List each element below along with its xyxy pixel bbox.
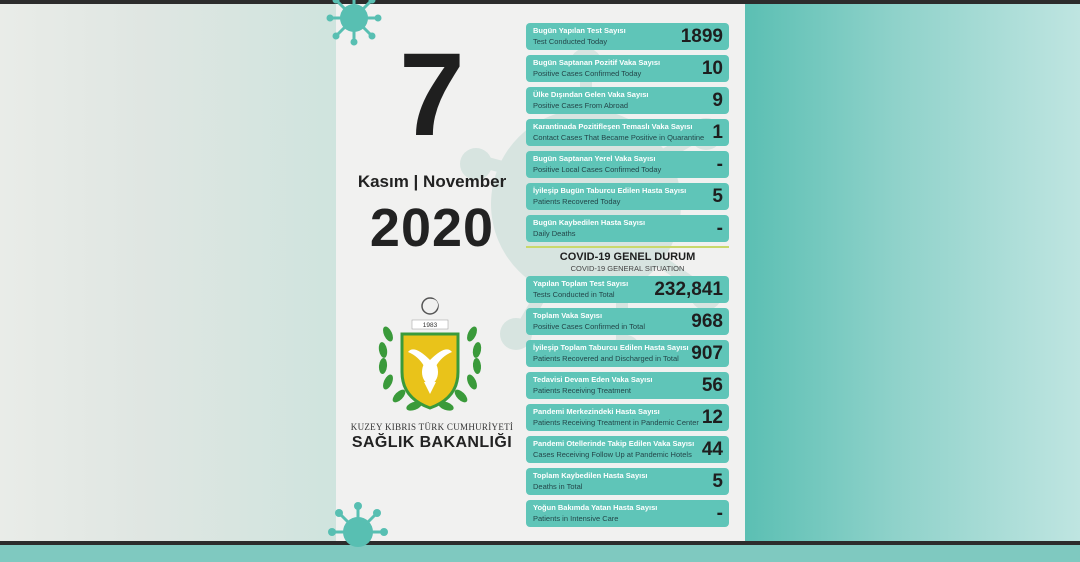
stat-cases-from-abroad (526, 87, 729, 114)
stat-value: 1 (712, 122, 723, 143)
report-year: 2020 (369, 198, 495, 258)
report-month: Kasım | November (357, 172, 507, 191)
general-status-title: COVID-19 GENEL DURUM (559, 251, 696, 263)
stat-deaths-today (526, 215, 729, 242)
stat-value: - (716, 154, 723, 175)
background-left (0, 0, 336, 545)
stat-positive-today (526, 55, 729, 82)
general-status-subtitle: COVID-19 GENERAL SITUATION (570, 264, 685, 273)
stat-value: 232,841 (654, 279, 723, 300)
stat-label-en: Tests Conducted in Total (533, 290, 615, 299)
stat-pandemic-center (526, 404, 729, 431)
stat-label-tr: Bugün Yapılan Test Sayısı (533, 26, 626, 35)
stat-value: 10 (701, 58, 723, 79)
stat-recovered-today (526, 183, 729, 210)
stat-value: 968 (691, 311, 723, 332)
stat-recovered-total (526, 340, 729, 367)
ministry-country: KUZEY KIBRIS TÜRK CUMHURİYETİ (350, 422, 514, 432)
stat-value: 5 (712, 186, 723, 207)
stat-value: 907 (691, 343, 723, 364)
stat-local-cases-today (526, 151, 729, 178)
stat-intensive-care (526, 500, 729, 527)
stat-value: - (716, 503, 723, 524)
stat-label-en: Patients Receiving Treatment in Pandemic Center (533, 418, 699, 427)
stat-value: - (716, 218, 723, 239)
stat-label-en: Daily Deaths (533, 229, 576, 238)
stat-label-en: Patients Receiving Treatment (533, 386, 631, 395)
stat-label-en: Deaths in Total (533, 482, 583, 491)
section-divider (526, 246, 729, 248)
stat-label-en: Contact Cases That Became Positive in Quarantine (533, 133, 705, 142)
stat-label-en: Cases Receiving Follow Up at Pandemic Hotels (533, 450, 692, 459)
emblem-year: 1983 (422, 322, 438, 329)
stat-label-tr: Bugün Saptanan Pozitif Vaka Sayısı (533, 58, 661, 67)
stat-label-en: Patients Recovered and Discharged in Total (533, 354, 679, 363)
stat-pandemic-hotels (526, 436, 729, 463)
stat-value: 1899 (680, 26, 723, 47)
stat-under-treatment (526, 372, 729, 399)
stat-label-en: Positive Cases Confirmed Today (533, 69, 642, 78)
stat-label-tr: Pandemi Otellerinde Takip Edilen Vaka Sayısı (533, 439, 695, 448)
stat-label-tr: Tedavisi Devam Eden Vaka Sayısı (533, 375, 653, 384)
stat-label-tr: Karantinada Pozitifleşen Temaslı Vaka Sayısı (533, 122, 693, 131)
stat-label-tr: Bugün Saptanan Yerel Vaka Sayısı (533, 154, 656, 163)
stat-cases-total (526, 308, 729, 335)
stat-value: 12 (701, 407, 723, 428)
report-day: 7 (399, 29, 465, 161)
stat-label-en: Positive Cases From Abroad (533, 101, 629, 110)
stat-value: 44 (701, 439, 723, 460)
stat-label-tr: Ülke Dışından Gelen Vaka Sayısı (533, 90, 649, 99)
stat-value: 5 (712, 471, 723, 492)
stat-label-tr: Toplam Vaka Sayısı (533, 311, 603, 320)
bottom-border (0, 541, 1080, 545)
stat-label-en: Test Conducted Today (533, 37, 608, 46)
background-right (745, 0, 1080, 545)
stat-quarantine-contacts (526, 119, 729, 146)
stat-label-tr: Pandemi Merkezindeki Hasta Sayısı (533, 407, 660, 416)
stat-tests-today (526, 23, 729, 50)
stat-label-tr: Bugün Kaybedilen Hasta Sayısı (533, 218, 646, 227)
stat-value: 9 (712, 90, 723, 111)
covid-report-poster (336, 4, 745, 541)
stat-label-tr: Toplam Kaybedilen Hasta Sayısı (533, 471, 648, 480)
stat-deaths-total (526, 468, 729, 495)
stat-label-tr: Yoğun Bakımda Yatan Hasta Sayısı (533, 503, 658, 512)
stat-label-tr: İyileşip Toplam Taburcu Edilen Hasta Sayısı (533, 343, 689, 352)
stat-label-tr: İyileşip Bugün Taburcu Edilen Hasta Sayısı (533, 186, 687, 195)
stat-label-en: Patients in Intensive Care (533, 514, 619, 523)
stat-label-tr: Yapılan Toplam Test Sayısı (533, 279, 629, 288)
stat-label-en: Patients Recovered Today (533, 197, 621, 206)
ministry-name: SAĞLIK BAKANLIĞI (351, 434, 513, 451)
stat-label-en: Positive Local Cases Confirmed Today (533, 165, 662, 174)
stat-value: 56 (701, 375, 723, 396)
coat-of-arms-icon (374, 294, 486, 418)
stat-label-en: Positive Cases Confirmed in Total (533, 322, 645, 331)
date-and-ministry-column (336, 4, 523, 541)
stat-tests-total (526, 276, 729, 303)
